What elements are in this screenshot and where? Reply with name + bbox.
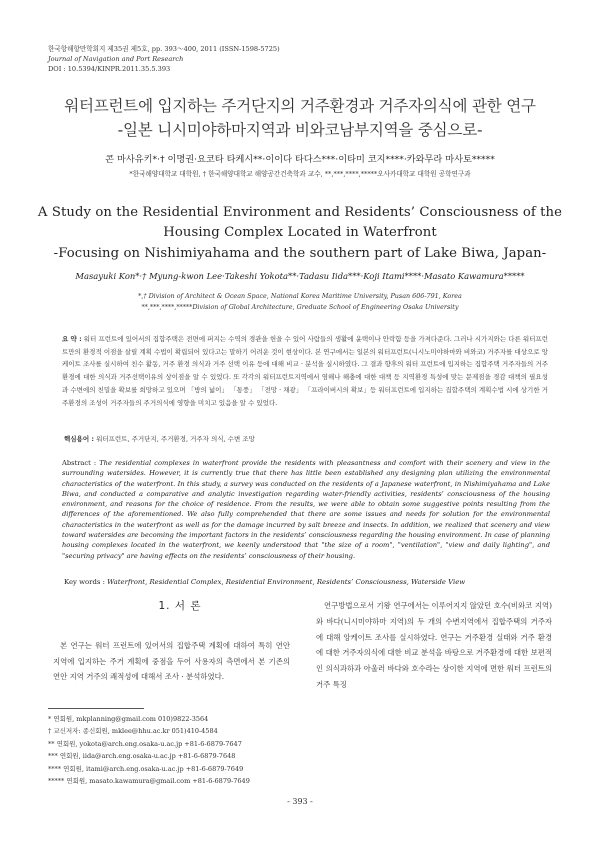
intro-right-paragraph: 연구방법으로서 기왕 연구에서는 이루어지지 않았던 호수(비와코 지역)와 바다(니시미야하마 지역)의 두 개의 수변지역에서 집합주택의 거주자에 대해 앙케이트 조사를 실시하였다. 연구는 거주환경 실태와 거주 환경에 대한 거주자의식에 대한 비교 분석을 바탕으로 거주환경에 대한 보편적인 의식과하과 아울러 바다와 호수라는 상이한 지역에 면한 워터 프런트의 거주 특징 (316, 601, 552, 689)
english-abstract-text: The residential complexes in waterfront provide the residents with pleasantness and comfort with their scenery and view in the surrounding watersides. However, it is currently true that there has little been established any designing plan utilizing the environmental characteristics of the waterfront. In this study, a survey was conducted on the residents of a Japanese waterfront, in Nishimiyahama and Lake Biwa, and conducted a comparative and analytic investigation regarding water-friendly activities, residents’ consciousness of the housing environment, and reasons for the choice of residence. From the results, we were able to obtain some suggestive points resulting from the differences of the aforementioned. We also fully comprehended that there are some issues and needs for solution for the environmental characteristics in the waterfront as well as for the damage incurred by salt breeze and insects. In addition, we realized that scenery and view toward watersides are becoming the important factors in the residents’ consciousness regarding the housing environment. In case of planning housing complexes located in the waterfront, we keenly understood that "the size of a room", "ventilation", "view and daily lighting", and "securing privacy" are having effects on the residents’ consciousness of their housing. (62, 459, 550, 560)
korean-keywords-text: 워터프런트, 주거단지, 주거환경, 거주자 의식, 수변 조망 (96, 435, 255, 443)
footnote-divider (48, 708, 144, 709)
english-keywords (64, 578, 465, 586)
english-keywords-text: Waterfront, Residential Complex, Residential Environment, Residents’ Consciousness, Waterside View (107, 578, 466, 586)
korean-keywords-label: 핵심용어 : (64, 435, 94, 443)
intro-right-column (316, 598, 552, 693)
korean-subtitle: -일본 니시미야하마지역과 비와코남부지역을 중심으로- (117, 121, 483, 139)
page-number: - 393 - (287, 797, 313, 806)
footnote: ** 연회원, yokota@arch.eng.osaka-u.ac.jp +81-6-6879-7647 (48, 739, 242, 748)
footnote: **** 연회원, itami@arch.eng.osaka-u.ac.jp +81-6-6879-7649 (48, 764, 244, 773)
english-authors: Masayuki Kon*·† Myung-kwon Lee·Takeshi Yokota**·Tadasu Iida***·Koji Itami****·Masato Kawamura***** (75, 271, 525, 281)
english-keywords-label: Key words : (64, 578, 105, 586)
korean-authors: 콘 마사유키*·† 이명권·요코타 타케시**·이이다 타다스***·이타미 코지****·카와무라 마사토***** (105, 154, 495, 165)
journal-header (48, 44, 280, 74)
footnote: * 연회원, mkplanning@gmail.com 010)9822-3564 (48, 715, 209, 723)
english-abstract (62, 458, 550, 561)
footnotes (48, 713, 250, 787)
doi: DOI : 10.5394/KINPR.2011.35.5.393 (48, 65, 171, 73)
footnote: † 교신저자: 종신회원, mklee@hhu.ac.kr 051)410-4584 (48, 727, 218, 736)
journal-citation-kr: 한국항해항만학회지 제35권 제5호, pp. 393～400, 2011 (ISSN-1598-5725) (48, 45, 280, 53)
korean-keywords (64, 434, 255, 443)
korean-abstract (62, 333, 548, 409)
korean-title: 워터프런트에 입지하는 주거단지의 거주환경과 거주자의식에 관한 연구 (64, 97, 536, 115)
korean-abstract-label: 요 약 : (62, 335, 82, 343)
english-title-line-1: A Study on the Residential Environment and Residents’ Consciousness of the (37, 205, 563, 220)
intro-left-paragraph: 본 연구는 워터 프런트에 있어서의 집합주택 계획에 대하여 특히 연안 지역에 입지하는 주거 계획에 중점을 두어 사용자의 측면에서 본 기존의 연안 지역 거주의 쾌적성에 대해서 조사 · 분석하였다. (53, 641, 290, 682)
english-affiliation-1: *,† Division of Architect & Ocean Space, National Korea Maritime University, Pusan 606-791, Korea (138, 292, 462, 300)
footnote: *** 연회원, iida@arch.eng.osaka-u.ac.jp +81-6-6879-7648 (48, 752, 236, 761)
journal-name-en: Journal of Navigation and Port Research (48, 55, 184, 63)
english-affiliation-2: **,***,****,*****Division of Global Architecture, Greduate School of Engineering Osaka University (141, 303, 459, 311)
korean-abstract-text: 워터 프런트에 있어서의 집합주택은 전면에 퍼지는 수역의 경관을 헌을 수 있어 사람들의 생활에 윤택이나 안락함 등을 가져다준다. 그러나 시가지와는 다른 워터프런트만의 환경적 이점을 살릴 계획 수법이 확립되어 있다고는 말하기 어려운 것이 현상이다. 본 연구에서는 일본의 워터프런트(니시노미야하마와 비와코) 거주자를 대상으로 앙케이트 조사를 실시하여 친수 활동, 거주 환경 의식과 거주 선택 이유 등에 대해 비교 · 분석을 실시하였다. 그 결과 향후의 워터 프런트에 입지하는 집합주택 거주자들의 거주환경에 대한 의식과 거주선택이유의 상이점을 알 수 있었다. 또 각각의 워터프런트지역에서 염해나 해충에 대한 대책 등 지역환경 특성에 맞는 문제점을 경감 대책의 필요성과 수변에의 친밀을 확보를 희망하고 있으며 「방의 넓이」 「통풍」 「전망 · 채광」 「프라이버시의 확보」등 워터프런트에 입지하는 집합주택의 계획수법 시에 상기한 거주환경의 조성이 거주자들의 주거의식에 영향을 미치고 있음을 알 수 있었다. (62, 335, 548, 407)
english-subtitle: -Focusing on Nishimiyahama and the southern part of Lake Biwa, Japan- (53, 246, 547, 261)
english-abstract-label: Abstract : (62, 459, 97, 467)
korean-affiliations: *한국해양대학교 대학원, † 한국해양대학교 해양공간건축학과 교수, **,***,****,*****오사카대학교 대학원 공학연구과 (129, 170, 471, 178)
footnote: ***** 연회원, masato.kawamura@gmail.com +81-6-6879-7649 (48, 777, 250, 786)
section-heading-introduction: 1. 서 론 (158, 600, 202, 612)
english-title-line-2: Housing Complex Located in Waterfront (163, 225, 437, 240)
